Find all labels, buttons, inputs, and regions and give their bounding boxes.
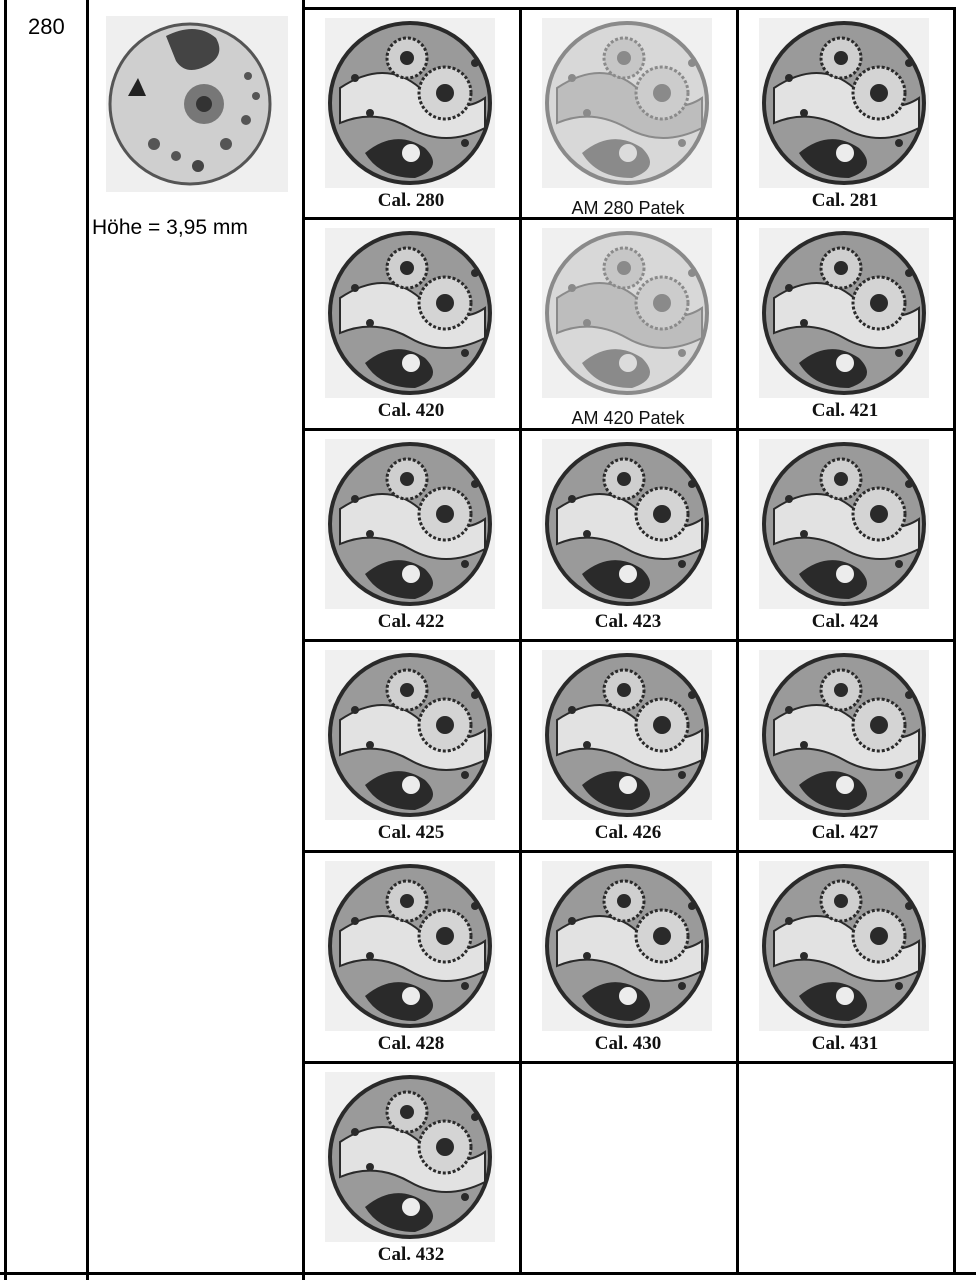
movement-caption: Cal. 428 [377, 1033, 445, 1054]
watch-movement-icon [542, 861, 712, 1031]
watch-movement-icon [759, 228, 929, 398]
movement-cell [739, 220, 951, 426]
movement-caption: Cal. 281 [811, 190, 879, 211]
movement-caption: Cal. 426 [594, 822, 662, 843]
table-divider-1 [86, 0, 89, 1280]
movement-caption: AM 420 Patek [571, 408, 685, 428]
movement-cell [305, 853, 517, 1059]
watch-movement-icon [325, 650, 495, 820]
watch-movement-icon [325, 861, 495, 1031]
movement-cell [305, 1064, 517, 1270]
movement-caption: Cal. 420 [377, 400, 445, 421]
watch-movement-icon [542, 650, 712, 820]
movement-cell [305, 431, 517, 637]
movement-caption: AM 280 Patek [571, 198, 685, 218]
movement-caption: Cal. 432 [377, 1244, 445, 1265]
watch-movement-icon [759, 861, 929, 1031]
watch-movement-icon [325, 228, 495, 398]
movement-cell [739, 853, 951, 1059]
movement-cell [739, 10, 951, 216]
movement-caption: Cal. 427 [811, 822, 879, 843]
movement-caption: Cal. 280 [377, 190, 445, 211]
watch-movement-icon [325, 439, 495, 609]
movement-cell [522, 220, 734, 426]
height-note: Höhe = 3,95 mm [92, 216, 248, 239]
watch-movement-icon [542, 439, 712, 609]
movement-caption: Cal. 422 [377, 611, 445, 632]
movement-cell [522, 10, 734, 216]
watch-movement-icon [325, 1072, 495, 1242]
movement-caption: Cal. 423 [594, 611, 662, 632]
watch-movement-icon [759, 650, 929, 820]
movement-cell [522, 642, 734, 848]
movement-cell [522, 853, 734, 1059]
movement-cell [305, 10, 517, 216]
movement-cell [739, 642, 951, 848]
movement-cell [305, 220, 517, 426]
watch-movement-icon [759, 439, 929, 609]
watch-movement-icon [542, 228, 712, 398]
movement-cell [305, 642, 517, 848]
calibre-number: 280 [28, 14, 65, 39]
movement-caption: Cal. 431 [811, 1033, 879, 1054]
watch-movement-icon [325, 18, 495, 188]
movement-caption: Cal. 430 [594, 1033, 662, 1054]
movement-cell [522, 431, 734, 637]
movement-caption: Cal. 425 [377, 822, 445, 843]
table-border-bottom [0, 1272, 976, 1275]
movement-caption: Cal. 421 [811, 400, 879, 421]
movement-caption: Cal. 424 [811, 611, 879, 632]
watch-movement-icon [759, 18, 929, 188]
table-border-left [4, 0, 7, 1280]
watch-movement-icon [542, 18, 712, 188]
movement-cell [739, 431, 951, 637]
watch-movement-icon [106, 16, 288, 192]
